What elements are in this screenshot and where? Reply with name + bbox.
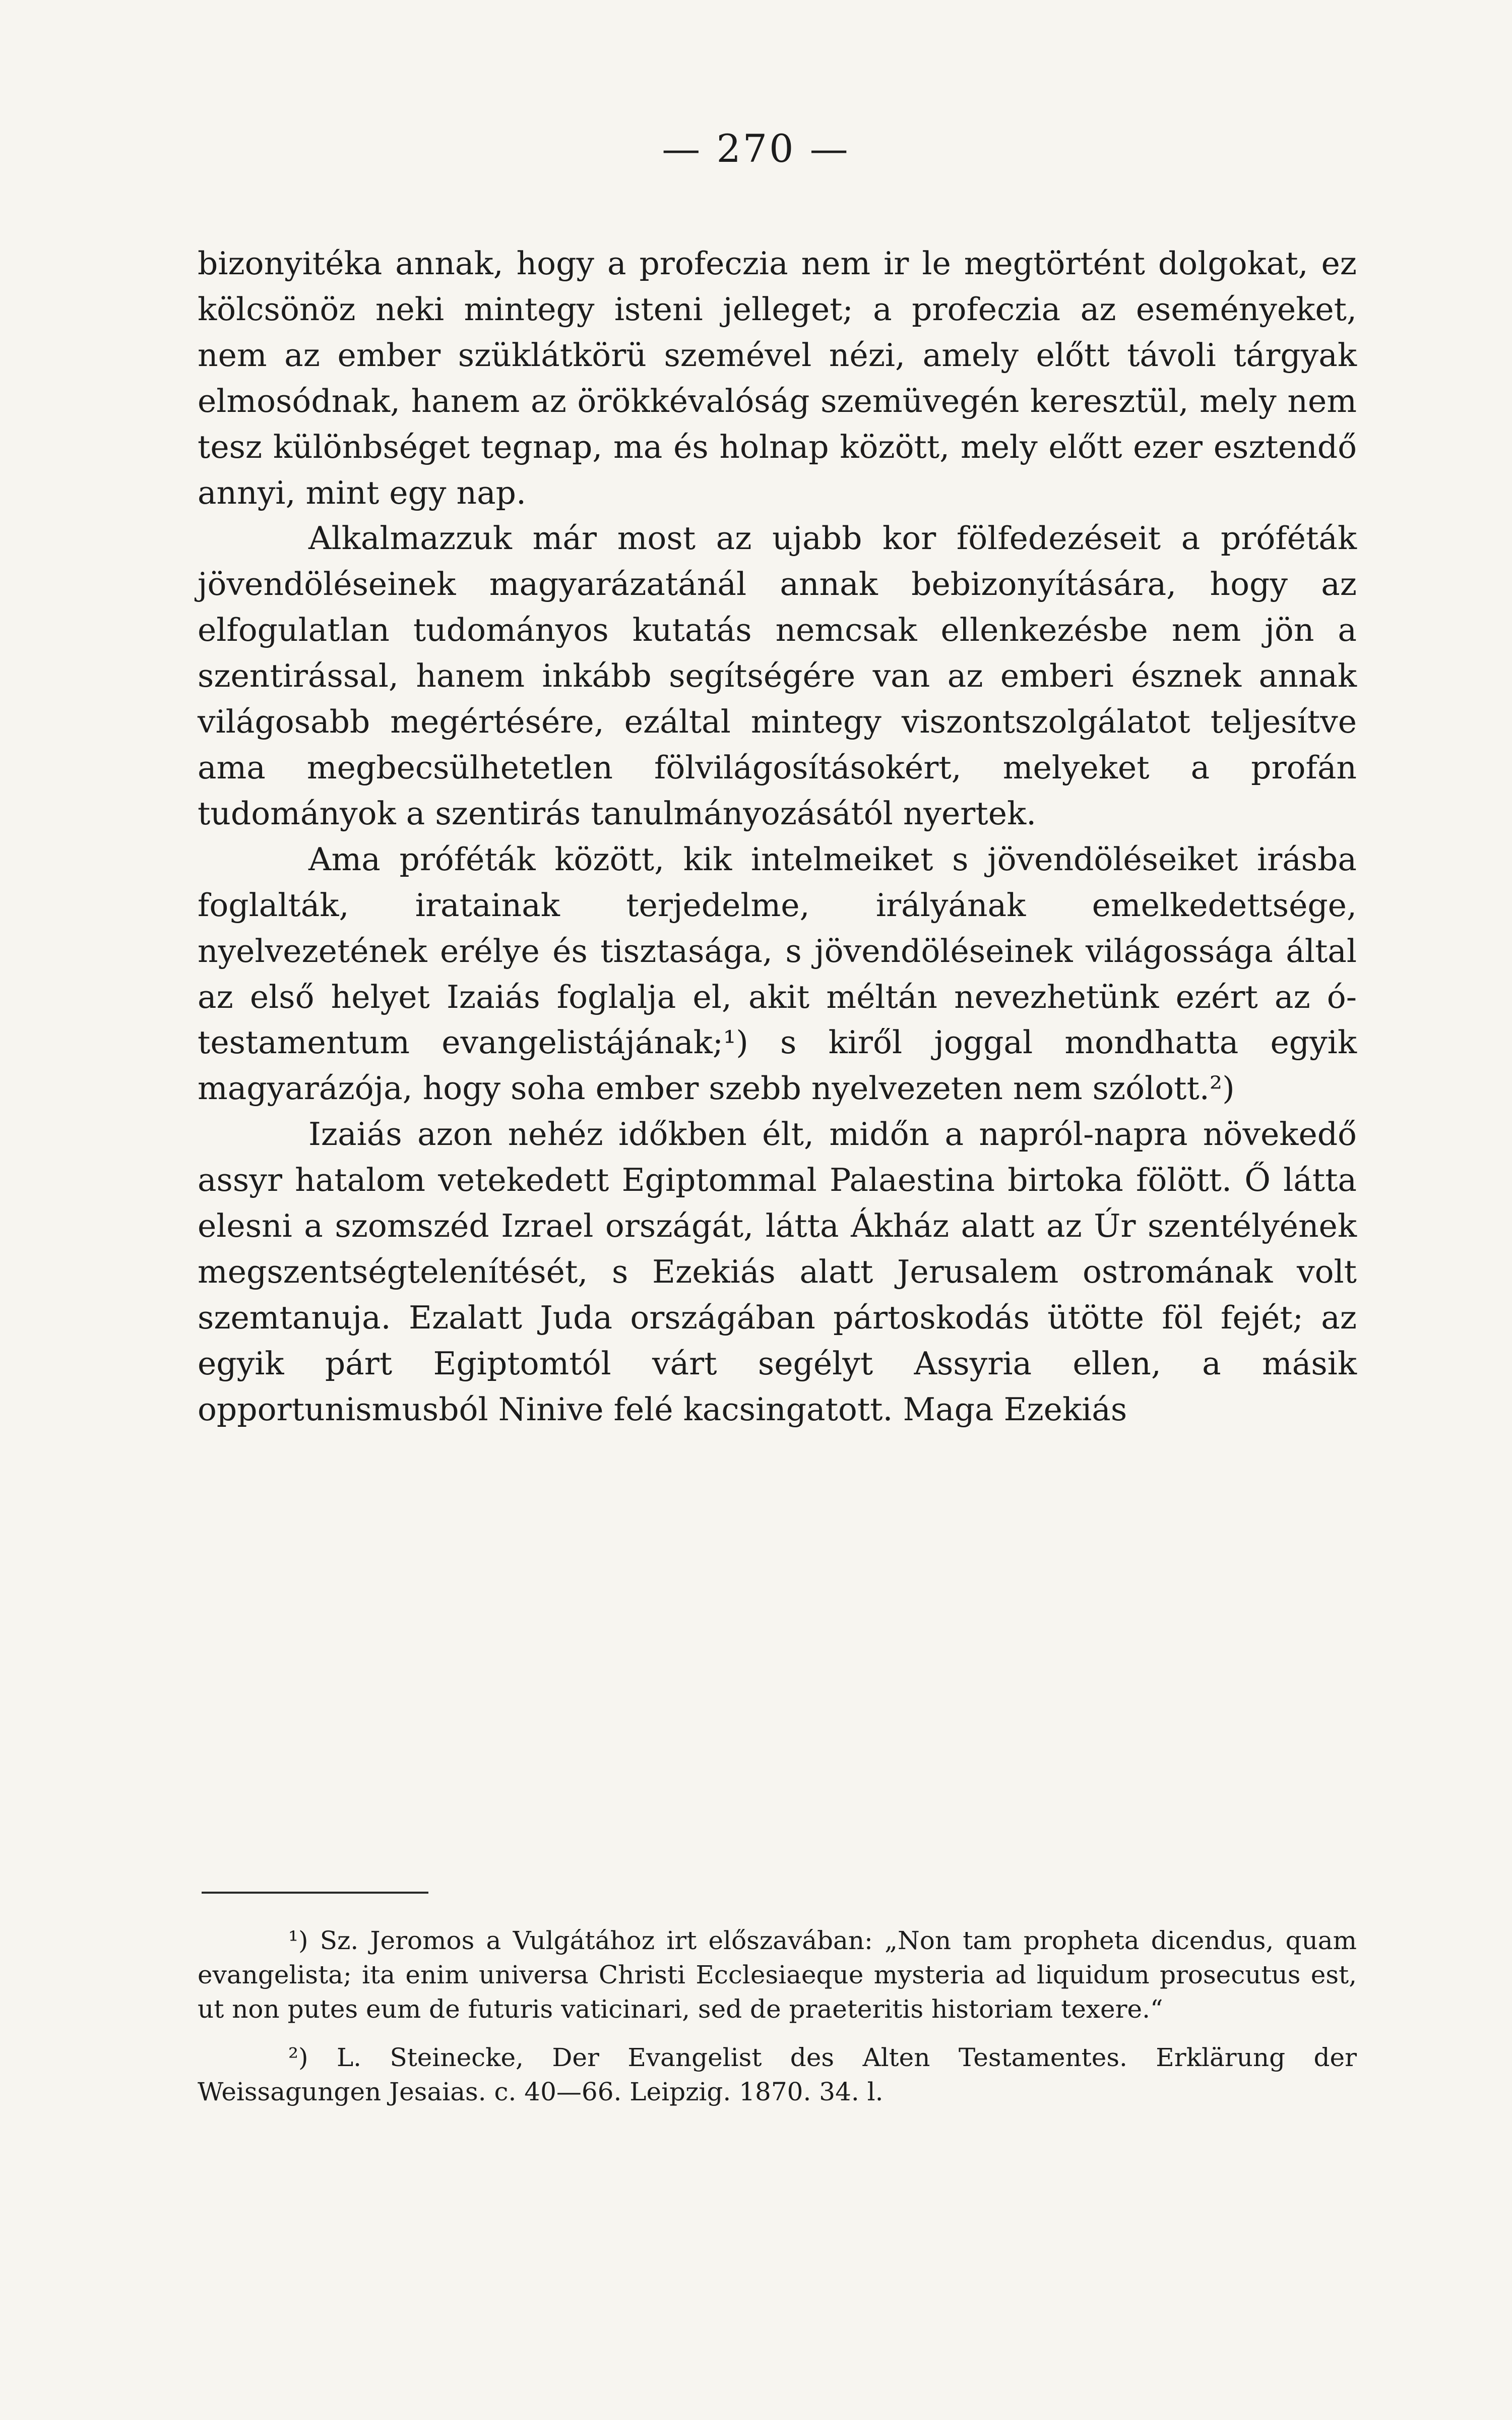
footnotes <box>198 1923 1357 2109</box>
page-number: — 270 — <box>662 126 850 171</box>
footnote-divider <box>202 1892 428 1894</box>
paragraph: Izaiás azon nehéz időkben élt, midőn a napról-napra növekedő assyr hatalom vetekedett Egiptommal Palaestina birtoka fölött. Ő látta elesni a szomszéd Izrael országát, látta Ákház alatt az Úr szentélyének megszentségtelenítését, s Ezekiás alatt Jerusalem ostromának volt szemtanuja. Ezalatt Juda országában pártoskodás ütötte föl fejét; az egyik párt Egiptomtól várt segélyt Assyria ellen, a másik opportunismusból Ninive felé kacsingatott. Maga Ezekiás <box>198 1116 1357 1428</box>
footnote-1: ¹) Sz. Jeromos a Vulgátához irt előszavában: „Non tam propheta dicendus, quam evangelista; ita enim universa Christi Ecclesiaeque mysteria ad liquidum prosecutus est, ut non putes eum de futuris vaticinari, sed de praeteritis historiam texere.“ <box>198 1926 1357 2024</box>
main-text <box>198 241 1357 1433</box>
paragraph: Alkalmazzuk már most az ujabb kor fölfedezéseit a próféták jövendöléseinek magyarázatánál annak bebizonyítására, hogy az elfogulatlan tudományos kutatás nemcsak ellenkezésbe nem jön a szentirással, hanem inkább segítségére van az emberi észnek annak világosabb megértésére, ezáltal mintegy viszontszolgálatot teljesítve ama megbecsülhetetlen fölvilágosításokért, melyeket a profán tudományok a szentirás tanulmányozásától nyertek. <box>198 520 1357 832</box>
paragraph-continued: bizonyitéka annak, hogy a profeczia nem ir le megtörtént dolgokat, ez kölcsönöz neki mintegy isteni jelleget; a profeczia az eseményeket, nem az ember szüklátkörü szemével nézi, amely előtt távoli tárgyak elmosódnak, hanem az örökkévalóság szemüvegén keresztül, mely nem tesz különbséget tegnap, ma és holnap között, mely előtt ezer esztendő annyi, mint egy nap. <box>198 245 1357 511</box>
footnote-2: ²) L. Steinecke, Der Evangelist des Alten Testamentes. Erklärung der Weissagungen Jesaias. c. 40—66. Leipzig. 1870. 34. l. <box>198 2043 1357 2106</box>
paragraph: Ama próféták között, kik intelmeiket s jövendöléseiket irásba foglalták, iratainak terjedelme, irályának emelkedettsége, nyelvezetének erélye és tisztasága, s jövendöléseinek világossága által az első helyet Izaiás foglalja el, akit méltán nevezhetünk ezért az ó-testamentum evangelistájának;¹) s kiről joggal mondhatta egyik magyarázója, hogy soha ember szebb nyelvezeten nem szólott.²) <box>198 840 1357 1107</box>
